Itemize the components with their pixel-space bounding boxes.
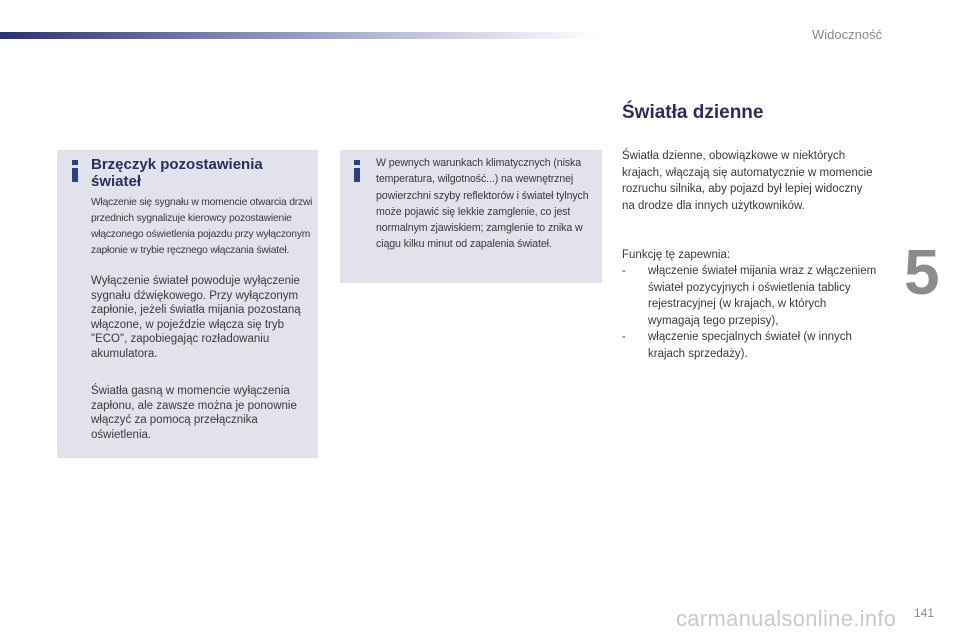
info-box-small-text: Włączenie się sygnału w momencie otwarcia drzwi przednich sygnalizuje kierowcy pozostawienie włączonego oświetlenia pojazdu przy wyłączonym zapłonie w trybie ręcznego włączania świateł. (91, 197, 313, 256)
info-box-condensation (340, 150, 602, 283)
header-gradient-bar (0, 32, 600, 39)
list-item-text: włączenie specjalnych świateł (w innych krajach sprzedaży). (648, 331, 852, 360)
list-bullet: - (622, 265, 626, 277)
intro-paragraph: Światła dzienne, obowiązkowe w niektórych krajach, włączają się automatycznie w momencie rozruchu silnika, aby pojazd był lepiej widoczny na drodze dla innych użytkowników. (622, 150, 873, 212)
list-bullet: - (622, 331, 626, 343)
page-heading: Światła dzienne (622, 102, 764, 123)
watermark: carmanualsonline.info (676, 606, 897, 631)
info-box-paragraph: Światła gasną w momencie wyłączenia zapłonu, ale zawsze można je ponownie włączyć za pomocą przełącznika oświetlenia. (91, 385, 297, 441)
info-icon (354, 160, 360, 182)
list-intro: Funkcję tę zapewnia: (622, 249, 731, 261)
info-box-paragraph: Wyłączenie świateł powoduje wyłączenie sygnału dźwiękowego. Przy wyłączonym zapłonie, jeżeli światła mijania pozostaną włączone, w pojeździe włącza się tryb "ECO", zapobiegając rozładowaniu akumulatora. (91, 275, 301, 360)
info-box-title: Brzęczyk pozostawienia świateł (91, 156, 263, 190)
info-icon (72, 160, 78, 182)
list-item-text: włączenie świateł mijania wraz z włączeniem świateł pozycyjnych i oświetlenia tablicy rejestracyjnej (w krajach, w których wymagają tego przepisy), (648, 265, 877, 327)
list-item (622, 329, 878, 362)
chapter-number: 5 (904, 236, 940, 308)
info-box-text: W pewnych warunkach klimatycznych (niska temperatura, wilgotność...) na wewnętrznej powierzchni szyby reflektorów i świateł tylnych może pojawić się lekkie zamglenie, co jest normalnym zjawiskiem; zamglenie to znika w ciągu kilku minut od zapalenia świateł. (376, 157, 589, 251)
list-item (622, 263, 878, 329)
feature-list (622, 263, 878, 362)
info-box-headlight-buzzer (57, 150, 318, 458)
page-number: 141 (914, 606, 935, 620)
section-title: Widoczność (812, 27, 883, 42)
